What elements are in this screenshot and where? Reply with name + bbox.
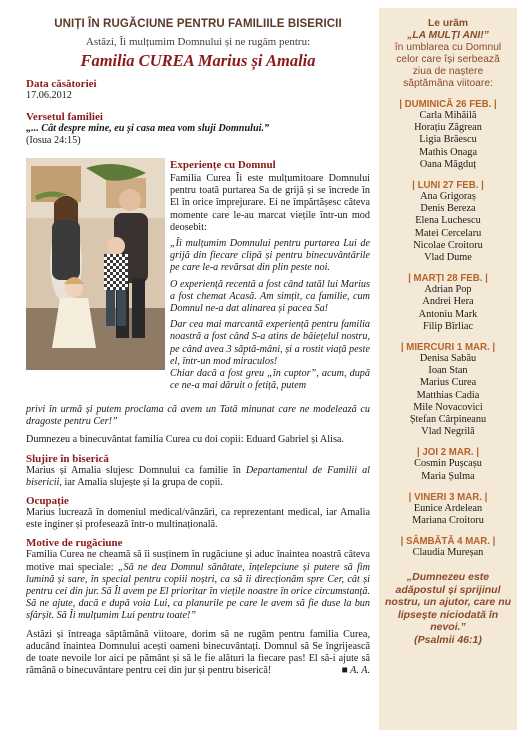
- sidebar-quote: „Dumnezeu este adăpostul și sprijinul nostru, un ajutor, care nu lipsește niciodată în nevoi.”: [385, 571, 512, 634]
- sidebar-intro-3: în umblarea cu Domnul celor care își serbează ziua de naștere săptămâna viitoare:: [394, 42, 502, 89]
- experience-intro: Familia Curea Îi este mulțumitoare Domnului pentru toată purtarea Sa de grijă și se încrede în El în orice împrejurare. Ei ne împărtășesc câteva momente care le-au marcat viețile într-un mod deosebit:: [170, 173, 370, 233]
- birthday-name: Ana Grigoraș: [420, 191, 476, 203]
- birthday-name: Horațiu Zăgrean: [414, 122, 482, 134]
- day-heading: | MIERCURI 1 MAR. |: [400, 342, 496, 354]
- occupation-text: Marius lucrează în domeniul medical/vânzări, ca reprezentant medical, iar Amalia este inginer și profesează într-o multinațională.: [26, 507, 370, 531]
- signature: ■ A. A.: [341, 665, 370, 677]
- sidebar-intro-2: „LA MULȚI ANI!”: [407, 30, 489, 41]
- experience-column: [170, 159, 370, 392]
- marriage-section: [26, 78, 370, 102]
- birthday-name: Mathis Onaga: [418, 146, 478, 158]
- service-department: Departamentul de Familii al bisericii: [26, 464, 370, 488]
- sidebar-quote-ref: (Psalmii 46:1): [414, 633, 482, 646]
- experience-quote-3: Dar cea mai marcantă experiență pentru familia noastră a fost când S-a atins de băiețelul nostru, pe când avea 3 săptă-mâni, și a rostit viață peste el, într-un mod miraculos!: [170, 319, 370, 367]
- birthday-days: [379, 99, 517, 559]
- verse-section: [26, 111, 370, 147]
- birthday-name: Cosmin Pușcașu: [414, 458, 482, 470]
- experience-blessing: Dumnezeu a binecuvântat familia Curea cu doi copii: Eduard Gabriel și Alisa.: [26, 434, 344, 446]
- day-heading: | SÂMBĂTĂ 4 MAR. |: [400, 536, 496, 548]
- birthday-name: Denis Bereza: [420, 203, 476, 215]
- experience-quote-4a: Chiar dacă a fost greu „în cuptor”, acum, după ce ne-a mai dăruit o fetiță, putem: [170, 368, 370, 392]
- family-photo-illustration: [26, 158, 165, 370]
- prayer-text-intro: Familia Curea ne cheamă să îi susținem în rugăciune și aduc înaintea noastră câteva motive mai speciale:: [26, 549, 370, 573]
- birthday-name: Eunice Ardelean: [413, 502, 483, 514]
- subheader: Astăzi, Îi mulțumim Domnului și ne rugăm pentru:: [85, 36, 311, 48]
- occupation-title: Ocupație: [26, 495, 69, 508]
- birthday-name: Adrian Pop: [424, 284, 472, 296]
- verse-label: Versetul familiei: [26, 111, 103, 124]
- service-title: Slujire în biserică: [26, 452, 109, 465]
- birthday-name: Maria Șulma: [421, 470, 475, 482]
- birthday-name: Carla Mihăilă: [419, 110, 477, 121]
- birthday-name: Denisa Sabău: [419, 353, 477, 365]
- verse-text: „... Cât despre mine, eu și casa mea vom sluji Domnului.”: [26, 123, 270, 135]
- birthday-name: Ștefan Cârpineanu: [409, 414, 487, 426]
- experience-quote-4b: privi în urmă și putem proclama că avem un Tată minunat care ne modelează cu dragoste pentru Cer!”: [26, 404, 370, 428]
- birthday-name: Claudia Mureșan: [412, 547, 484, 559]
- day-heading: | DUMINICĂ 26 FEB. |: [399, 99, 497, 110]
- prayer-quote: „Să ne dea Domnul sănătate, înțelepciune și putere să fim lumină și sare, în special pentru copiii noștri, ca să îi direcționăm spre Cer, cât și pentru cei din jur. Să Îl avem pe El prioritar în viețile noastre în orice circumstanță. Să ne ajute, dacă e după voia Lui, ca planurile pe care le avem să fie duse la bun sfârșit. Să Îi mulțumim Lui pentru toate!”: [26, 561, 370, 622]
- lower-article: [26, 404, 370, 677]
- birthday-name: Antoniu Mark: [418, 308, 478, 320]
- birthday-name: Oana Măgduț: [419, 158, 477, 170]
- family-name: Familia CUREA Marius și Amalia: [80, 51, 316, 70]
- birthday-name: Vlad Negrilă: [421, 426, 475, 438]
- sidebar-intro-1: Le urăm: [427, 18, 469, 29]
- experience-title: Experiențe cu Domnul: [170, 159, 276, 171]
- birthday-name: Marius Curea: [419, 377, 477, 389]
- main-article: [26, 18, 370, 148]
- birthday-name: Mile Novacovici: [413, 401, 483, 413]
- marriage-label: Data căsătoriei: [26, 78, 97, 90]
- birthday-name: Ligia Brăescu: [419, 134, 477, 146]
- service-text-2: , iar Amalia slujește și la grupa de copii.: [59, 476, 223, 488]
- service-text: [26, 465, 370, 489]
- experience-quote-2: O experiență recentă a fost când tatăl lui Marius a fost chemat Acasă. Am simțit, ca familie, cum Domnul ne-a dat alinarea și pacea Sa!: [170, 278, 370, 315]
- marriage-date: 17.06.2012: [26, 90, 72, 101]
- day-heading: | MARȚI 28 FEB. |: [408, 273, 488, 285]
- page-header: UNIȚI ÎN RUGĂCIUNE PENTRU FAMILIILE BISERICII: [54, 18, 342, 30]
- prayer-closing-text: Astăzi și întreaga săptămână viitoare, dorim să ne rugăm pentru familia Curea, aducând înaintea Domnului acești oameni binecuvântați. Domnul să Se îngrijească de toate nevoile lor aici pe pământ și să le fie alături la fiecare pas! El să-i ajute să rămână o binecuvântare pentru cei din jur și pentru biserică!: [26, 628, 370, 677]
- birthday-name: Mariana Croitoru: [412, 515, 484, 527]
- verse-ref: (Iosua 24:15): [26, 135, 81, 147]
- birthday-name: Andrei Hera: [422, 296, 474, 308]
- birthday-name: Nicolae Croitoru: [413, 239, 483, 251]
- birthday-name: Elena Luchescu: [415, 215, 481, 227]
- birthday-name: Matei Cercelaru: [414, 227, 482, 239]
- birthday-name: Matthias Cadia: [416, 389, 480, 401]
- birthday-name: Ioan Stan: [428, 365, 468, 377]
- day-heading: | JOI 2 MAR. |: [417, 447, 479, 459]
- prayer-text: [26, 549, 370, 622]
- birthday-name: Filip Bîrliac: [422, 320, 474, 332]
- birthday-sidebar: [379, 8, 517, 730]
- family-photo: [26, 158, 165, 370]
- day-heading: | VINERI 3 MAR. |: [408, 491, 488, 503]
- sidebar-quote-block: [379, 571, 517, 646]
- service-text-1: Marius și Amalia slujesc Domnului ca familie în: [26, 464, 246, 476]
- experience-quote-1: „Îi mulțumim Domnului pentru purtarea Lui de grijă din fiecare clipă și pentru binecuvântările pe care le-a revărsat din plin peste noi.: [170, 238, 370, 274]
- prayer-title: Motive de rugăciune: [26, 537, 123, 550]
- prayer-closing: [26, 629, 370, 678]
- day-heading: | LUNI 27 FEB. |: [412, 180, 484, 192]
- birthday-name: Vlad Dume: [424, 252, 472, 264]
